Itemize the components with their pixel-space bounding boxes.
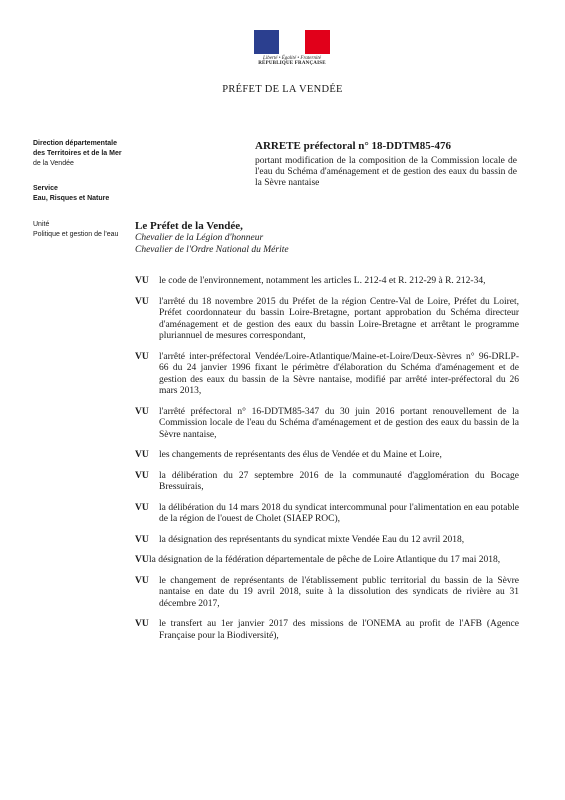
republic-name: RÉPUBLIQUE FRANÇAISE [258, 61, 326, 66]
direction-line: de la Vendée [33, 160, 74, 167]
vu-item [135, 407, 519, 442]
tricolor-flag-icon [254, 30, 330, 54]
republic-motto: Liberté • Égalité • Fraternité [263, 56, 321, 61]
unite-label: Unité [33, 221, 50, 228]
honor-line: Chevalier de l'Ordre National du Mérite [135, 245, 289, 255]
vu-text: les changements de représentants des élus de Vendée et du Maine et Loire, [159, 450, 442, 460]
vu-list [135, 276, 519, 651]
vu-label: VU [135, 406, 149, 417]
arrete-title: ARRETE préfectoral n° 18-DDTM85-476 [255, 140, 451, 152]
unite-name: Politique et gestion de l'eau [33, 231, 119, 238]
service-name: Eau, Risques et Nature [33, 195, 110, 202]
vu-text: la désignation des représentants du syndicat mixte Vendée Eau du 12 avril 2018, [159, 534, 465, 545]
prefet-name: Le Préfet de la Vendée, [135, 220, 243, 232]
vu-label: VU [135, 450, 149, 460]
vu-item [135, 576, 519, 611]
vu-item [135, 535, 519, 547]
prefecture-heading: PRÉFET DE LA VENDÉE [222, 84, 343, 95]
direction-line: Direction départementale [33, 140, 118, 147]
vu-item [135, 619, 519, 642]
vu-item [135, 471, 519, 494]
unite-block [33, 220, 118, 240]
vu-text: le code de l'environnement, notamment les articles L. 212-4 et R. 212-29 à R. 212-34, [159, 276, 486, 286]
vu-text: le changement de représentants de l'établissement public territorial du bassin de la Sèvre nantaise en date du 19 avril 2018, suite à la dissolution des syndicats de rivière au 31 décembre 2017, [159, 575, 519, 609]
vu-text: la délibération du 14 mars 2018 du syndicat intercommunal pour l'alimentation en eau potable de la région de l'ouest de Cholet (SIAEP ROC), [159, 502, 519, 524]
marianne-logo [254, 30, 330, 66]
vu-item [135, 297, 519, 343]
vu-item [135, 555, 519, 567]
vu-item [135, 450, 519, 462]
vu-text: la délibération du 27 septembre 2016 de la communauté d'agglomération du Bocage Bressuirais, [159, 470, 519, 492]
vu-label: VU [135, 534, 149, 545]
vu-text: l'arrêté inter-préfectoral Vendée/Loire-Atlantique/Maine-et-Loire/Deux-Sèvres n° 96-DRLP-66 du 24 janvier 1996 fixant le périmètre d'élaboration du Schéma d'aménagement et de gestion des eaux du bassin de la Sèvre nantaise, modifié par arrêté inter-préfectoral du 26 mars 2013, [159, 351, 519, 396]
vu-item [135, 276, 519, 288]
vu-label: VU [135, 575, 149, 586]
service-block [33, 184, 109, 204]
vu-text: la désignation de la fédération départementale de pêche de Loire Atlantique du 17 mai 2018, [149, 555, 501, 565]
vu-label: VU [135, 619, 149, 629]
vu-text: l'arrêté du 18 novembre 2015 du Préfet de la région Centre-Val de Loire, Préfet du Loiret, Préfet coordonnateur du bassin Loire-Bretagne, portant approbation du Schéma directeur d'aménagement et de gestion des eaux du bassin Loire-Bretagne et arrêtant le programme pluriannuel de mesures correspondant, [159, 296, 519, 341]
vu-text: l'arrêté préfectoral n° 16-DDTM85-347 du 30 juin 2016 portant renouvellement de la Commission locale de l'eau du Schéma d'aménagement et de gestion des eaux du bassin de la Sèvre nantaise, [159, 406, 519, 440]
vu-label: VU [135, 351, 149, 362]
honor-line: Chevalier de la Légion d'honneur [135, 233, 264, 243]
service-label: Service [33, 185, 58, 192]
vu-label: VU [135, 502, 149, 513]
direction-block [33, 139, 122, 169]
vu-label: VU [135, 470, 149, 481]
vu-text: le transfert au 1er janvier 2017 des missions de l'ONEMA au profit de l'AFB (Agence Française pour la Biodiversité), [159, 619, 519, 641]
vu-label: VU [135, 555, 149, 565]
direction-line: des Territoires et de la Mer [33, 150, 122, 157]
vu-item [135, 503, 519, 526]
arrete-subtitle: portant modification de la composition de la Commission locale de l'eau du Schéma d'aménagement et de gestion des eaux du bassin de la Sèvre nantaise [255, 156, 517, 188]
vu-item [135, 352, 519, 398]
vu-label: VU [135, 276, 149, 286]
vu-label: VU [135, 296, 149, 307]
